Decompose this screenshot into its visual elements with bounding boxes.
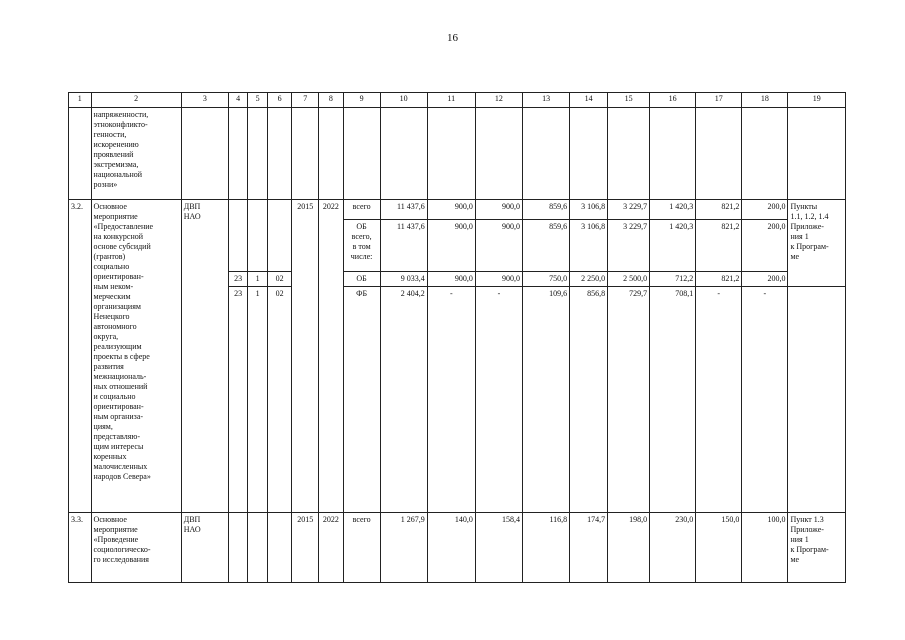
table-row: 23 1 02 ФБ 2 404,2 - - 109,6 856,8 729,7 708,1 - - [69,287,846,513]
value-cell: 230,0 [650,513,696,583]
value-cell: 174,7 [570,513,608,583]
value-cell: 900,0 [427,200,475,220]
item-end-year: 2022 [319,200,344,513]
col-header: 18 [742,93,788,108]
item-name: Основное мероприятие «Проведение социологическо- го исследования [91,513,181,583]
value-cell: 11 437,6 [380,200,427,220]
item-number: 3.3. [69,513,92,583]
value-cell: 140,0 [427,513,475,583]
value-cell: 712,2 [650,272,696,287]
continuation-text: напряженности, этноконфликто- генности, искоренению проявлений экстремизма, национальной розни» [91,108,181,200]
col-header: 5 [248,93,267,108]
col-header: 12 [475,93,522,108]
value-cell: 3 229,7 [608,220,650,272]
value-cell: 109,6 [523,287,570,513]
header-row [69,93,846,108]
col-header: 1 [69,93,92,108]
value-cell: 900,0 [427,220,475,272]
value-cell: 859,6 [523,200,570,220]
col-header: 17 [696,93,742,108]
value-cell: 9 033,4 [380,272,427,287]
col-header: 15 [608,93,650,108]
value-cell: 158,4 [475,513,522,583]
funding-kind: всего [343,513,380,583]
value-cell: - [427,287,475,513]
value-cell: 100,0 [742,513,788,583]
value-cell: 1 420,3 [650,200,696,220]
value-cell: 750,0 [523,272,570,287]
value-cell: 2 404,2 [380,287,427,513]
col-header: 2 [91,93,181,108]
budget-table [68,92,846,583]
item-end-year: 2022 [319,513,344,583]
value-cell: 821,2 [696,220,742,272]
value-cell: 200,0 [742,220,788,272]
col-header: 8 [319,93,344,108]
value-cell: 11 437,6 [380,220,427,272]
value-cell: 859,6 [523,220,570,272]
item-start-year: 2015 [292,200,319,513]
value-cell: 150,0 [696,513,742,583]
value-cell: 1 420,3 [650,220,696,272]
value-cell: 116,8 [523,513,570,583]
table-row [69,513,846,583]
col-header: 16 [650,93,696,108]
value-cell: 2 500,0 [608,272,650,287]
item-executor: ДВП НАО [181,200,228,513]
value-cell: 900,0 [475,200,522,220]
value-cell: 198,0 [608,513,650,583]
item-executor: ДВП НАО [181,513,228,583]
table-row [69,200,846,220]
item-reference: Пункты 1.1, 1.2, 1.4 Приложе- ния 1 к Програм- ме [788,200,846,287]
value-cell: 821,2 [696,272,742,287]
item-number: 3.2. [69,200,92,513]
page-number: 16 [447,32,458,44]
col-header: 10 [380,93,427,108]
value-cell: 821,2 [696,200,742,220]
col-header: 3 [181,93,228,108]
value-cell: - [742,287,788,513]
value-cell: 3 106,8 [570,220,608,272]
col-header: 6 [267,93,292,108]
funding-kind: ФБ [343,287,380,513]
value-cell: - [475,287,522,513]
col-header: 7 [292,93,319,108]
value-cell: - [696,287,742,513]
value-cell: 900,0 [427,272,475,287]
value-cell: 900,0 [475,272,522,287]
table-row: 23 1 02 ОБ 9 033,4 900,0 900,0 750,0 2 250,0 2 500,0 712,2 821,2 200,0 [69,272,846,287]
value-cell: 200,0 [742,272,788,287]
continuation-row [69,108,846,200]
col-header: 13 [523,93,570,108]
value-cell: 729,7 [608,287,650,513]
col-header: 9 [343,93,380,108]
value-cell: 1 267,9 [380,513,427,583]
value-cell: 2 250,0 [570,272,608,287]
item-start-year: 2015 [292,513,319,583]
value-cell: 200,0 [742,200,788,220]
col-header: 11 [427,93,475,108]
value-cell: 3 229,7 [608,200,650,220]
value-cell: 3 106,8 [570,200,608,220]
item-name: Основное мероприятие «Предоставление на конкурсной основе субсидий (грантов) социально ориентирован- ным неком- мерческим организациям Ненецкого автономного округа, реализующим проекты в сфере развития межнациональ- ных отношений и социально ориентирован- ным организа- циям, представляю- щим интересы коренных малочисленных народов Севера» [91,200,181,513]
col-header: 19 [788,93,846,108]
value-cell: 900,0 [475,220,522,272]
funding-kind: ОБ [343,272,380,287]
col-header: 4 [228,93,247,108]
value-cell: 708,1 [650,287,696,513]
item-reference: Пункт 1.3 Приложе- ния 1 к Програм- ме [788,513,846,583]
funding-kind: ОБ всего, в том числе: [343,220,380,272]
funding-kind: всего [343,200,380,220]
value-cell: 856,8 [570,287,608,513]
col-header: 14 [570,93,608,108]
